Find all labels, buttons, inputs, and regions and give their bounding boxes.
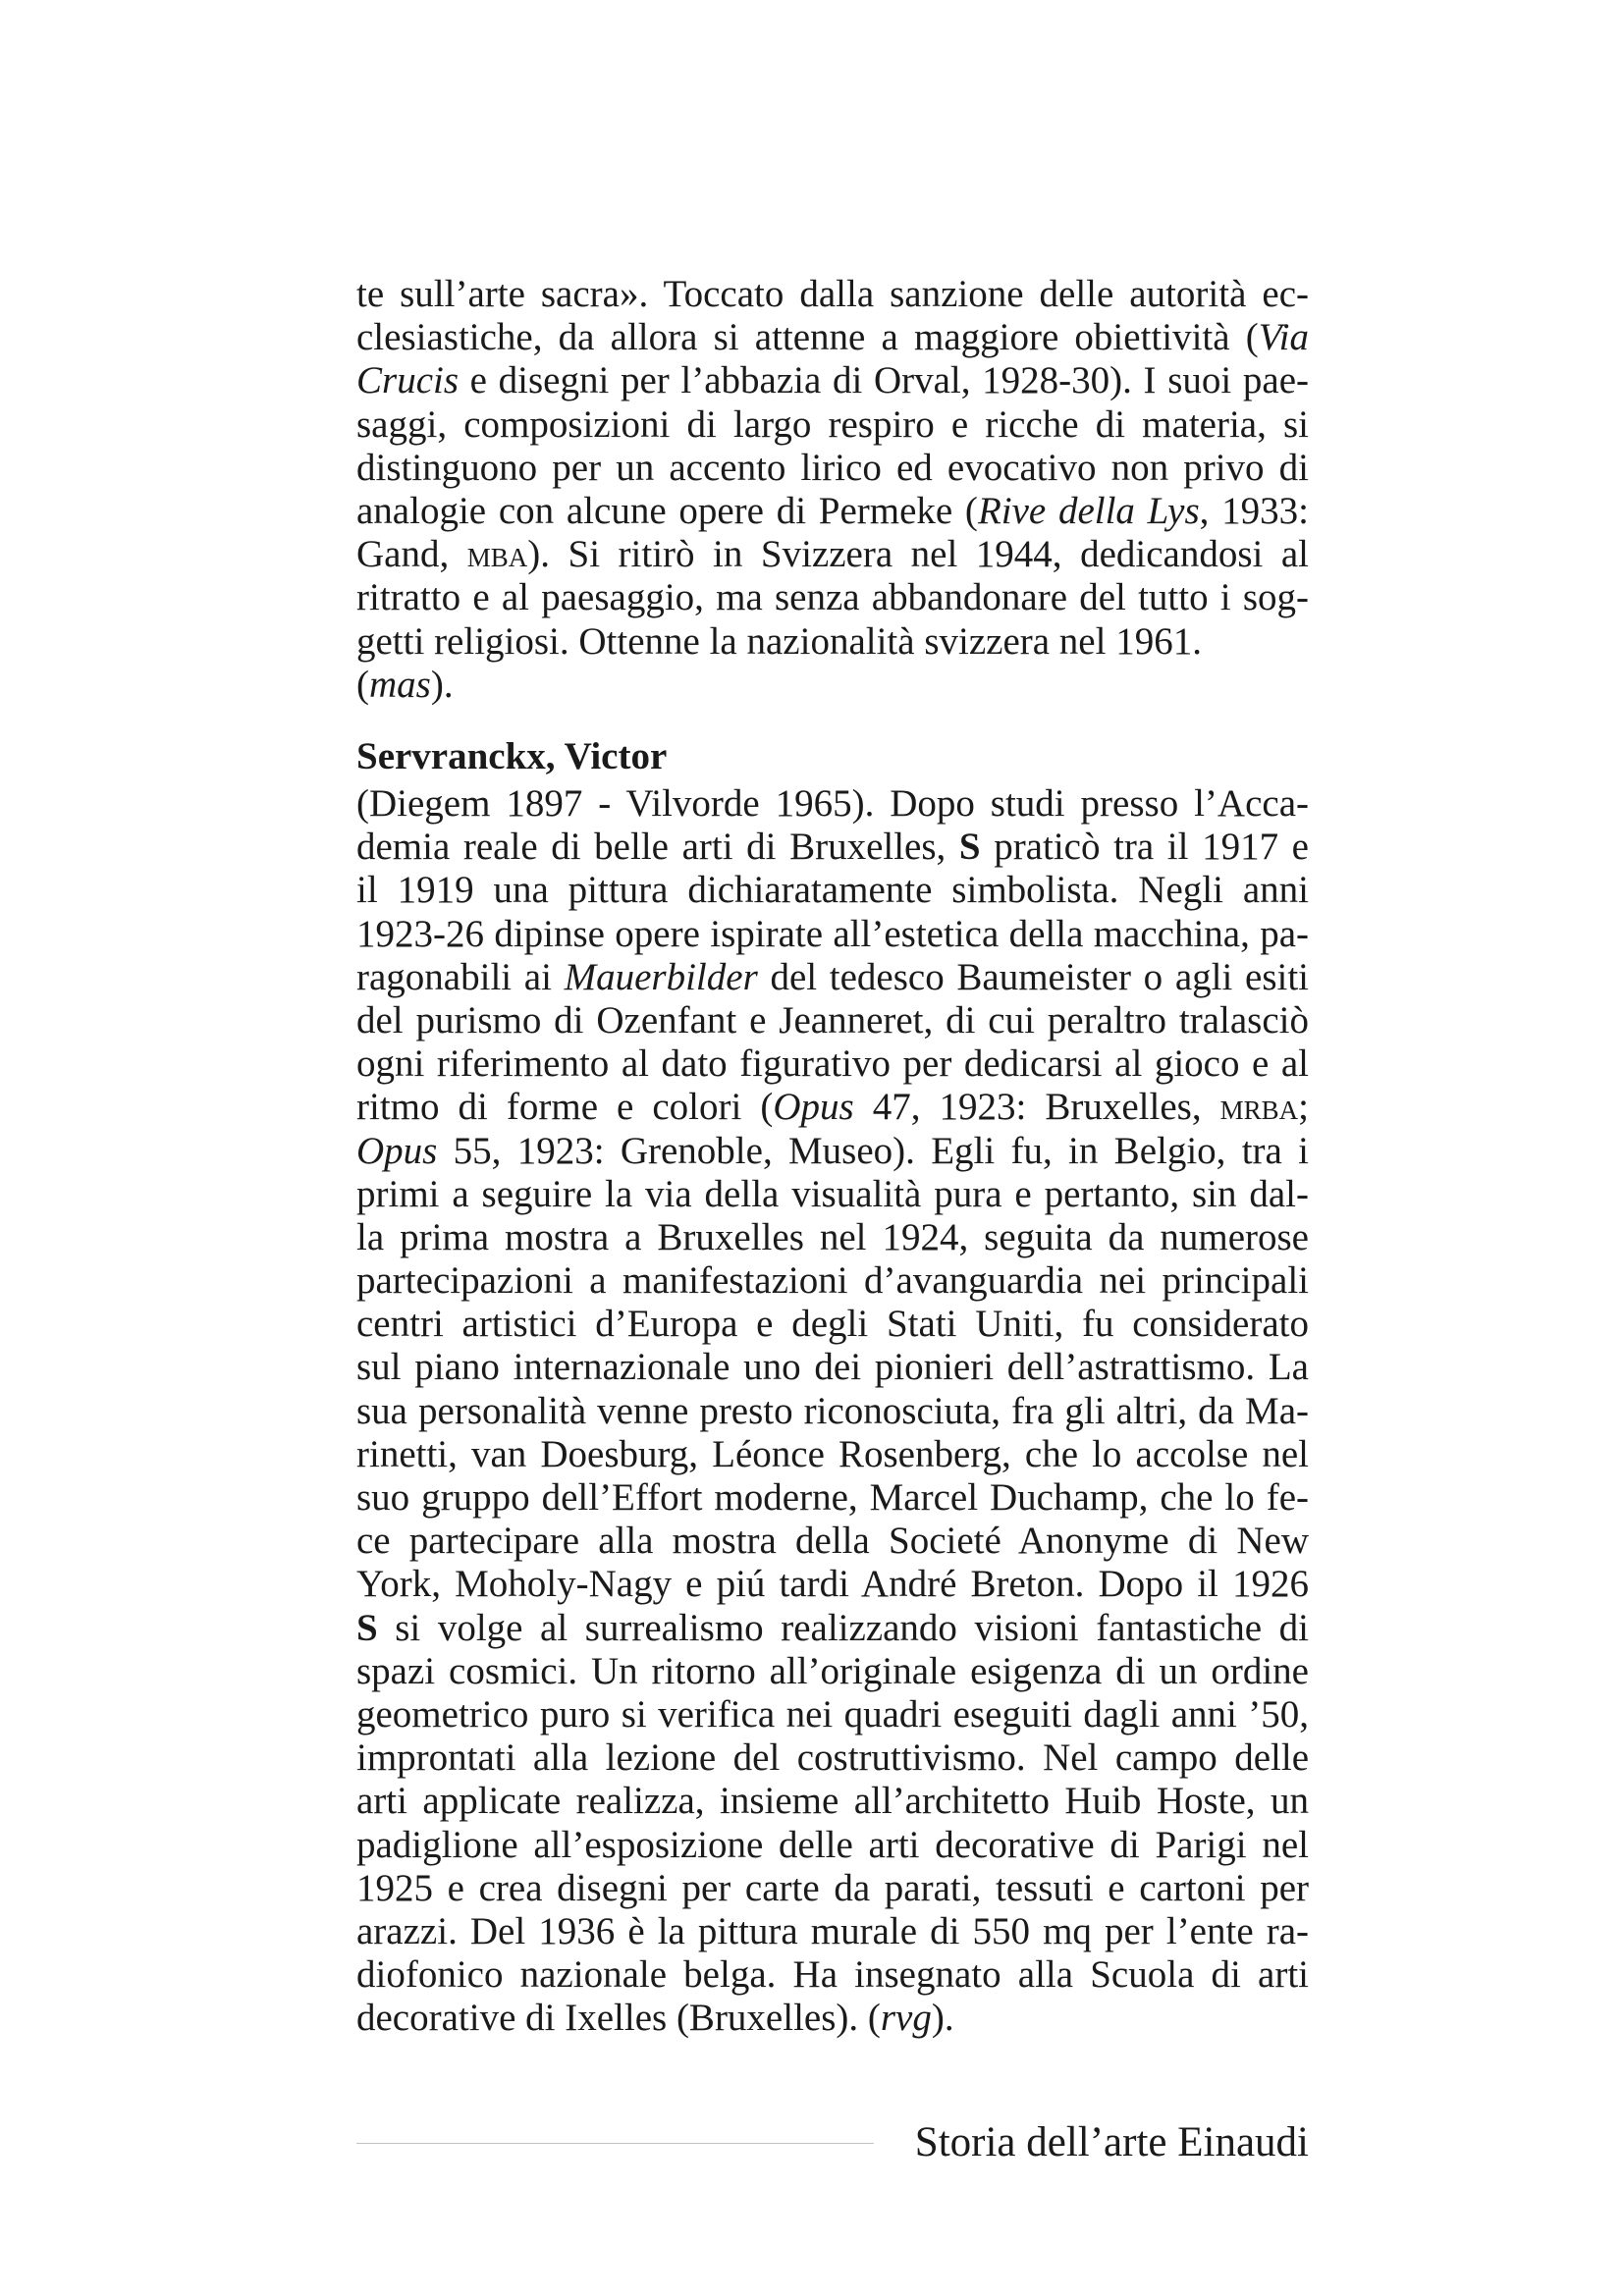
entry-body-line: Opus 55, 1923: Grenoble, Museo). Egli fu, in Belgio, tra i <box>356 1129 1309 1172</box>
entry-body-line: la prima mostra a Bruxelles nel 1924, seguita da numerose <box>356 1215 1309 1258</box>
entry-body-line: arazzi. Del 1936 è la pittura murale di 550 mq per l’ente ra- <box>356 1909 1309 1952</box>
previous-entry-line: te sull’arte sacra». Toccato dalla sanzione delle autorità ec- <box>356 273 1309 315</box>
entry-body-line: partecipazioni a manifestazioni d’avanguardia nei principali <box>356 1259 1309 1303</box>
entry-body-line: il 1919 una pittura dichiaratamente simbolista. Negli anni <box>356 869 1309 912</box>
entry-body-line: sua personalità venne presto riconosciuta, fra gli altri, da Ma- <box>356 1389 1309 1432</box>
previous-entry-line: analogie con alcune opere di Permeke (Rive della Lys, 1933: <box>356 489 1309 532</box>
entry-body-line: padiglione all’esposizione delle arti decorative di Parigi nel <box>356 1823 1309 1866</box>
previous-entry-line: Crucis e disegni per l’abbazia di Orval, 1928-30). I suoi pae- <box>356 359 1309 402</box>
previous-entry-line: Gand, mba). Si ritirò in Svizzera nel 1944, dedicandosi al <box>356 533 1310 576</box>
entry-body-line: geometrico puro si verifica nei quadri eseguiti dagli anni ’50, <box>356 1692 1309 1735</box>
entry-body-line: 1923-26 dipinse opere ispirate all’estetica della macchina, pa- <box>356 912 1309 955</box>
entry-body-line: centri artistici d’Europa e degli Stati Uniti, fu considerato <box>356 1303 1309 1346</box>
entry-body-line: suo gruppo dell’Effort moderne, Marcel Duchamp, che lo fe- <box>356 1476 1309 1519</box>
previous-entry-line: (mas). <box>356 663 454 706</box>
entry-body-line: 1925 e crea disegni per carte da parati, tessuti e cartoni per <box>356 1866 1309 1909</box>
entry-body-line: decorative di Ixelles (Bruxelles). (rvg). <box>356 1997 954 2040</box>
entry-body-line: ritmo di forme e colori (Opus 47, 1923: Bruxelles, mrba; <box>356 1086 1309 1129</box>
previous-entry-line: saggi, composizioni di largo respiro e ricche di materia, si <box>356 402 1309 446</box>
footer-title: Storia dell’arte Einaudi <box>914 2119 1309 2165</box>
previous-entry-line: getti religiosi. Ottenne la nazionalità svizzera nel 1961. <box>356 619 1202 663</box>
footer-rule <box>356 2143 874 2144</box>
entry-body-line: ragonabili ai Mauerbilder del tedesco Baumeister o agli esiti <box>356 955 1309 998</box>
previous-entry-line: distinguono per un accento lirico ed evocativo non privo di <box>356 446 1309 489</box>
entry-body-line: del purismo di Ozenfant e Jeanneret, di cui peraltro tralasciò <box>356 998 1309 1041</box>
entry-body-text <box>356 782 1309 2040</box>
previous-entry-line: clesiastiche, da allora si attenne a maggiore obiettività (Via <box>356 316 1309 359</box>
entry-body-line: ogni riferimento al dato figurativo per dedicarsi al gioco e al <box>356 1042 1309 1086</box>
previous-entry-line: ritratto e al paesaggio, ma senza abbandonare del tutto i sog- <box>356 576 1309 619</box>
entry-body-line: arti applicate realizza, insieme all’architetto Huib Hoste, un <box>356 1780 1309 1823</box>
entry-body-line: York, Moholy-Nagy e piú tardi André Breton. Dopo il 1926 <box>356 1563 1309 1606</box>
entry-body-line: spazi cosmici. Un ritorno all’originale esigenza di un ordine <box>356 1649 1309 1692</box>
entry-body-line: rinetti, van Doesburg, Léonce Rosenberg, che lo accolse nel <box>356 1432 1309 1475</box>
entry-body-line: diofonico nazionale belga. Ha insegnato alla Scuola di arti <box>356 1953 1309 1997</box>
entry-heading: Servranckx, Victor <box>356 735 668 777</box>
entry-body-line: S si volge al surrealismo realizzando visioni fantastiche di <box>356 1606 1309 1649</box>
entry-body-line: demia reale di belle arti di Bruxelles, S praticò tra il 1917 e <box>356 826 1309 869</box>
entry-body-line: (Diegem 1897 - Vilvorde 1965). Dopo studi presso l’Acca- <box>356 782 1309 825</box>
entry-body-line: ce partecipare alla mostra della Societé Anonyme di New <box>356 1520 1309 1563</box>
previous-entry-text <box>356 273 1309 707</box>
entry-body-line: improntati alla lezione del costruttivismo. Nel campo delle <box>356 1736 1309 1780</box>
entry-body-line: primi a seguire la via della visualità pura e pertanto, sin dal- <box>356 1172 1309 1215</box>
entry-body-line: sul piano internazionale uno dei pionieri dell’astrattismo. La <box>356 1346 1309 1389</box>
